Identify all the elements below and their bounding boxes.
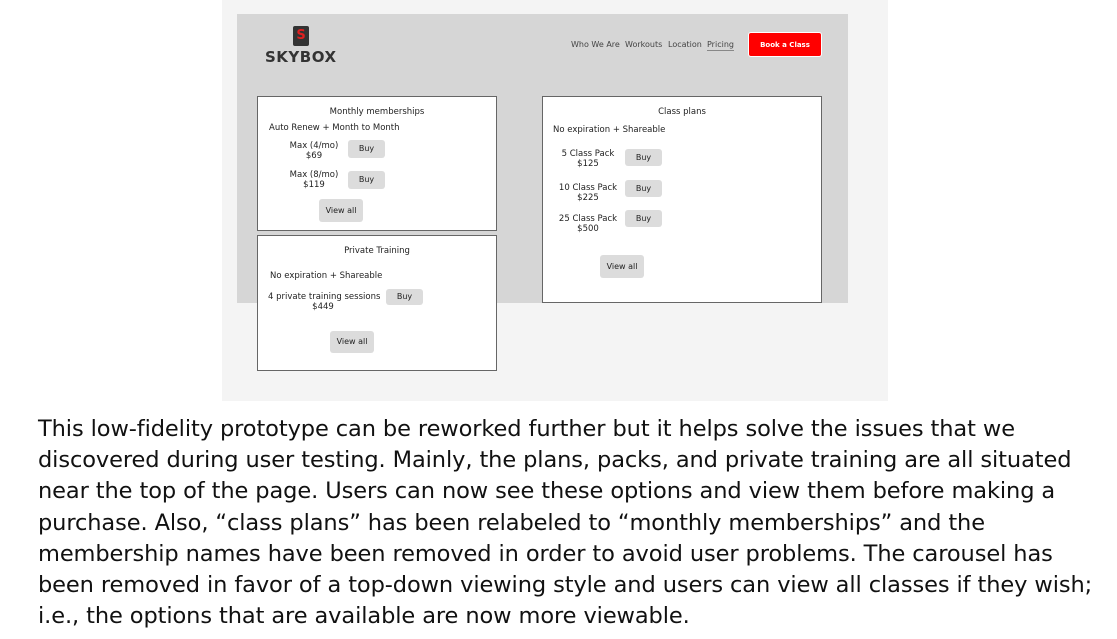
card-subtitle: No expiration + Shareable (553, 125, 666, 135)
card-subtitle: No expiration + Shareable (270, 271, 383, 281)
view-all-button[interactable]: View all (600, 255, 644, 278)
book-class-button[interactable]: Book a Class (748, 32, 822, 57)
card-subtitle: Auto Renew + Month to Month (269, 123, 400, 133)
plan-price: $69 (305, 151, 323, 161)
plan-price: $119 (303, 180, 325, 190)
buy-button[interactable]: Buy (348, 171, 385, 189)
monthly-memberships-card (257, 96, 497, 231)
plan-name: Max (8/mo) (289, 170, 339, 180)
description-paragraph: This low-fidelity prototype can be reworked further but it helps solve the issues that we discovered during user testing. Mainly, the plans, packs, and private training are all situated near the top of the page. Users can now see these options and view them before making a purchase. Also, “class plans” has been relabeled to “monthly memberships” and the membership names have been removed in order to avoid user problems. The carousel has been removed in favor of a top-down viewing style and users can view all classes if they wish; i.e., the options that are available are now more viewable. (38, 416, 1093, 630)
buy-button[interactable]: Buy (348, 140, 385, 158)
nav-location[interactable]: Location (668, 40, 702, 49)
card-title: Private Training (344, 246, 410, 256)
plan-price: $125 (577, 159, 599, 169)
logo-icon: S (293, 26, 309, 46)
buy-button[interactable]: Buy (625, 210, 662, 227)
logo-text: SKYBOX (265, 48, 337, 66)
nav-who-we-are[interactable]: Who We Are (571, 40, 620, 49)
plan-name: 25 Class Pack (558, 214, 618, 224)
buy-button[interactable]: Buy (625, 149, 662, 166)
plan-name: Max (4/mo) (289, 141, 339, 151)
plan-name: 5 Class Pack (561, 149, 615, 159)
view-all-button[interactable]: View all (319, 199, 363, 222)
private-training-card (257, 235, 497, 371)
plan-price: $449 (312, 302, 334, 312)
nav-pricing[interactable]: Pricing (707, 40, 734, 49)
class-plans-card (542, 96, 822, 303)
view-all-button[interactable]: View all (330, 331, 374, 353)
plan-name: 10 Class Pack (558, 183, 618, 193)
plan-price: $225 (577, 193, 599, 203)
buy-button[interactable]: Buy (386, 289, 423, 305)
nav-workouts[interactable]: Workouts (625, 40, 663, 49)
plan-price: $500 (577, 224, 599, 234)
card-title: Monthly memberships (329, 107, 425, 117)
logo[interactable] (265, 26, 345, 70)
plan-name: 4 private training sessions (268, 292, 381, 302)
buy-button[interactable]: Buy (625, 180, 662, 197)
card-title: Class plans (658, 107, 706, 117)
